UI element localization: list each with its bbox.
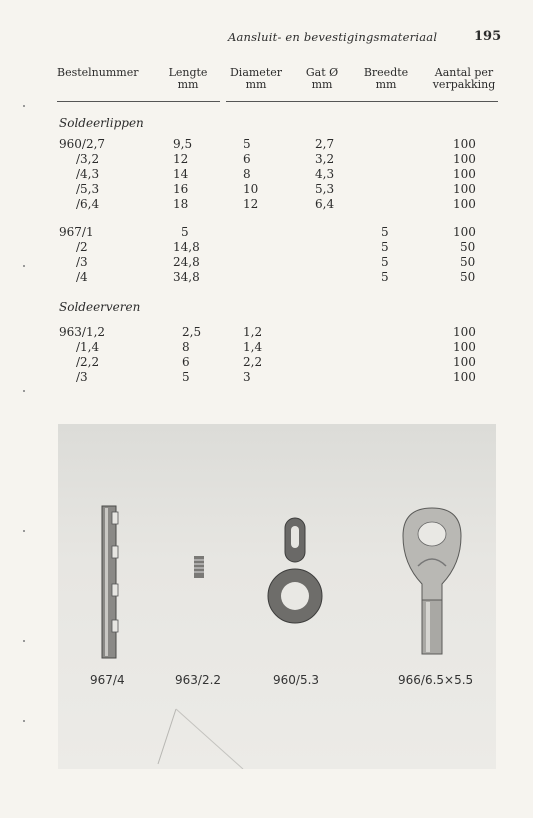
- table-row: /4 34,8 5 50: [76, 270, 476, 284]
- col-header-order-number: Bestelnummer: [57, 66, 139, 79]
- table-row: 960/2,7 9,5 5 2,7 100: [59, 137, 476, 151]
- solder-spring-963-2-2: [194, 556, 204, 578]
- scan-mark: [23, 530, 25, 532]
- header-rule: [226, 101, 498, 102]
- section-title-soldeerlippen: Soldeerlippen: [59, 116, 144, 130]
- table-row: /3 24,8 5 50: [76, 255, 476, 269]
- col-header-diameter: Diameter mm: [229, 66, 283, 91]
- running-header: Aansluit- en bevestigingsmateriaal: [228, 30, 438, 44]
- scan-mark: [23, 265, 25, 267]
- scan-mark: [23, 720, 25, 722]
- page-number: 195: [474, 29, 502, 44]
- table-row: /4,3 14 8 4,3 100: [76, 167, 476, 181]
- table-row: /3 5 3 100: [76, 370, 476, 384]
- table-row: 967/1 5 5 100: [59, 225, 476, 239]
- solder-lug-960-5-3: [268, 518, 322, 623]
- col-header-length: Lengte mm: [168, 66, 208, 91]
- col-header-width: Breedte mm: [363, 66, 409, 91]
- scan-mark: [23, 390, 25, 392]
- col-header-hole: Gat Ø mm: [305, 66, 339, 91]
- product-illustration: [58, 424, 496, 769]
- table-row: /2 14,8 5 50: [76, 240, 476, 254]
- photo-label-960-5-3: 960/5.3: [273, 673, 320, 687]
- col-header-pack-quantity: Aantal per verpakking: [432, 66, 496, 91]
- table-row: /6,4 18 12 6,4 100: [76, 197, 476, 211]
- table-row: /3,2 12 6 3,2 100: [76, 152, 476, 166]
- table-row: 963/1,2 2,5 1,2 100: [59, 325, 476, 339]
- ring-terminal-966: [403, 508, 461, 654]
- product-photo: [58, 424, 496, 769]
- scan-mark: [23, 640, 25, 642]
- photo-label-963-2-2: 963/2.2: [175, 673, 222, 687]
- photo-label-967-4: 967/4: [90, 673, 125, 687]
- header-rule: [57, 101, 220, 102]
- photo-label-966: 966/6.5×5.5: [398, 673, 474, 687]
- scan-mark: [23, 105, 25, 107]
- table-row: /5,3 16 10 5,3 100: [76, 182, 476, 196]
- table-row: /1,4 8 1,4 100: [76, 340, 476, 354]
- solder-strip-967-4: [102, 506, 118, 658]
- table-row: /2,2 6 2,2 100: [76, 355, 476, 369]
- section-title-soldeerveren: Soldeerveren: [59, 300, 141, 314]
